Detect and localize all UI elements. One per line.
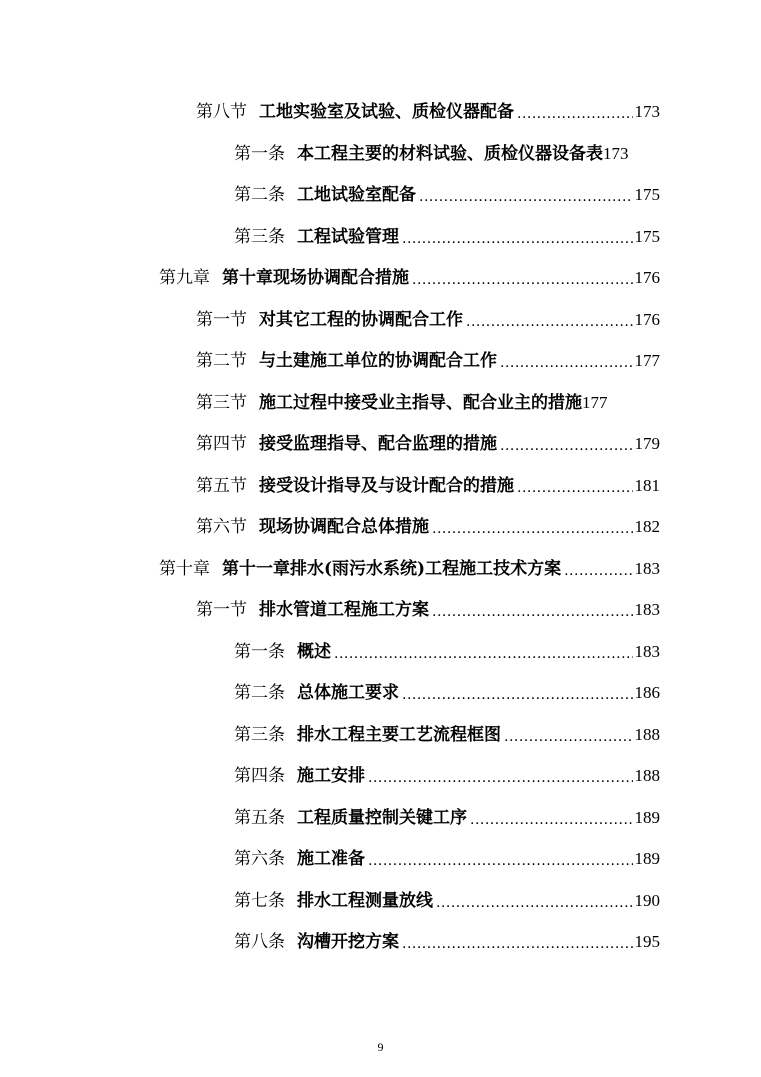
toc-entry-page: 177 xyxy=(634,351,660,370)
toc-entry-label: 第二条 xyxy=(234,185,285,205)
toc-entry xyxy=(234,718,660,746)
toc-entry-title: 排水工程测量放线 xyxy=(297,891,433,911)
toc-entry xyxy=(234,137,660,165)
toc-entry-title: 排水管道工程施工方案 xyxy=(259,600,429,620)
toc-entry-page: 176 xyxy=(634,268,660,287)
toc-entry-page: 183 xyxy=(634,642,660,661)
toc-entry-label: 第一节 xyxy=(196,310,247,330)
toc-leader-dots xyxy=(470,811,633,829)
toc-entry xyxy=(234,842,660,870)
toc-entry-page: 186 xyxy=(634,683,660,702)
toc-entry-label: 第十章 xyxy=(159,559,210,579)
toc-leader-dots xyxy=(402,230,633,248)
toc-entry-page: 175 xyxy=(634,227,660,246)
toc-entry-page: 179 xyxy=(634,434,660,453)
toc-entry xyxy=(234,635,660,663)
toc-entry-page: 182 xyxy=(634,517,660,536)
toc-entry-label: 第六条 xyxy=(234,849,285,869)
toc-entry xyxy=(159,552,660,580)
toc-entry xyxy=(234,884,660,912)
toc-entry-label: 第三条 xyxy=(234,725,285,745)
toc-leader-dots xyxy=(466,313,633,331)
toc-entry xyxy=(234,925,660,953)
toc-leader-dots xyxy=(500,354,633,372)
page-number: 9 xyxy=(377,1040,384,1054)
toc-leader-dots xyxy=(432,603,633,621)
toc-entry-title: 工地试验室配备 xyxy=(297,185,416,205)
toc-entry-title: 沟槽开挖方案 xyxy=(297,932,399,952)
toc-entry-label: 第七条 xyxy=(234,891,285,911)
toc-leader-dots xyxy=(402,686,633,704)
toc-entry-title: 总体施工要求 xyxy=(297,683,399,703)
toc-leader-dots xyxy=(517,105,633,123)
toc-leader-dots xyxy=(334,645,633,663)
toc-entry-label: 第六节 xyxy=(196,517,247,537)
toc-entry xyxy=(234,676,660,704)
toc-entry-label: 第三条 xyxy=(234,227,285,247)
toc-entry-label: 第一条 xyxy=(234,144,285,164)
toc-entry-title: 本工程主要的材料试验、质检仪器设备表 xyxy=(297,144,603,164)
toc-entry xyxy=(234,801,660,829)
toc-leader-dots xyxy=(412,271,633,289)
toc-entry-title: 施工安排 xyxy=(297,766,365,786)
toc-entry-page: 195 xyxy=(634,932,660,951)
toc-entry-label: 第八节 xyxy=(196,102,247,122)
toc-entry-page: 181 xyxy=(634,476,660,495)
toc-entry-page: 183 xyxy=(634,600,660,619)
toc-entry-page: 190 xyxy=(634,891,660,910)
toc-entry-page: 189 xyxy=(634,849,660,868)
toc-entry-page: 177 xyxy=(582,393,608,412)
toc-entry-page: 183 xyxy=(634,559,660,578)
toc-entry-page: 188 xyxy=(634,725,660,744)
toc-entry-page: 175 xyxy=(634,185,660,204)
toc-leader-dots xyxy=(432,520,633,538)
toc-entry-label: 第三节 xyxy=(196,393,247,413)
toc-entry-title: 现场协调配合总体措施 xyxy=(259,517,429,537)
toc-entry-page: 176 xyxy=(634,310,660,329)
toc-entry-page: 189 xyxy=(634,808,660,827)
toc-entry-label: 第九章 xyxy=(159,268,210,288)
toc-leader-dots xyxy=(500,437,633,455)
toc-entry xyxy=(196,303,660,331)
toc-entry-label: 第四节 xyxy=(196,434,247,454)
toc-entry-title: 概述 xyxy=(297,642,331,662)
toc-entry xyxy=(234,759,660,787)
toc-entry-title: 第十一章排水(雨污水系统)工程施工技术方案 xyxy=(222,559,562,579)
toc-entry-label: 第四条 xyxy=(234,766,285,786)
toc-entry-label: 第五条 xyxy=(234,808,285,828)
toc-entry-title: 工地实验室及试验、质检仪器配备 xyxy=(259,102,514,122)
toc-leader-dots xyxy=(436,894,633,912)
toc-entry-label: 第八条 xyxy=(234,932,285,952)
toc-entry-page: 173 xyxy=(634,102,660,121)
toc-entry xyxy=(234,178,660,206)
toc-entry xyxy=(196,95,660,123)
toc-leader-dots xyxy=(564,562,632,580)
toc-leader-dots xyxy=(517,479,633,497)
toc-entry xyxy=(159,261,660,289)
toc-entry xyxy=(196,510,660,538)
toc-entry-label: 第一节 xyxy=(196,600,247,620)
toc-entry xyxy=(196,386,660,414)
toc-entry xyxy=(234,220,660,248)
toc-entry xyxy=(196,344,660,372)
toc-entry-label: 第二节 xyxy=(196,351,247,371)
toc-entry-title: 接受监理指导、配合监理的措施 xyxy=(259,434,497,454)
toc-entry-page: 188 xyxy=(634,766,660,785)
toc-leader-dots xyxy=(368,769,633,787)
toc-entry-title: 施工过程中接受业主指导、配合业主的措施 xyxy=(259,393,582,413)
toc-entry-title: 排水工程主要工艺流程框图 xyxy=(297,725,501,745)
toc-entry-title: 第十章现场协调配合措施 xyxy=(222,268,409,288)
toc-entry-title: 对其它工程的协调配合工作 xyxy=(259,310,463,330)
toc-leader-dots xyxy=(368,852,633,870)
toc-entry xyxy=(196,469,660,497)
toc-entry-label: 第二条 xyxy=(234,683,285,703)
toc-entry xyxy=(196,593,660,621)
toc-entry-title: 工程质量控制关键工序 xyxy=(297,808,467,828)
toc-entry-label: 第一条 xyxy=(234,642,285,662)
toc-entry xyxy=(196,427,660,455)
toc-leader-dots xyxy=(504,728,633,746)
toc-entry-title: 施工准备 xyxy=(297,849,365,869)
toc-entry-page: 173 xyxy=(603,144,629,163)
toc-leader-dots xyxy=(402,935,633,953)
toc-entry-title: 接受设计指导及与设计配合的措施 xyxy=(259,476,514,496)
toc-entry-label: 第五节 xyxy=(196,476,247,496)
toc-entry-title: 工程试验管理 xyxy=(297,227,399,247)
toc-leader-dots xyxy=(419,188,633,206)
toc-entry-title: 与土建施工单位的协调配合工作 xyxy=(259,351,497,371)
